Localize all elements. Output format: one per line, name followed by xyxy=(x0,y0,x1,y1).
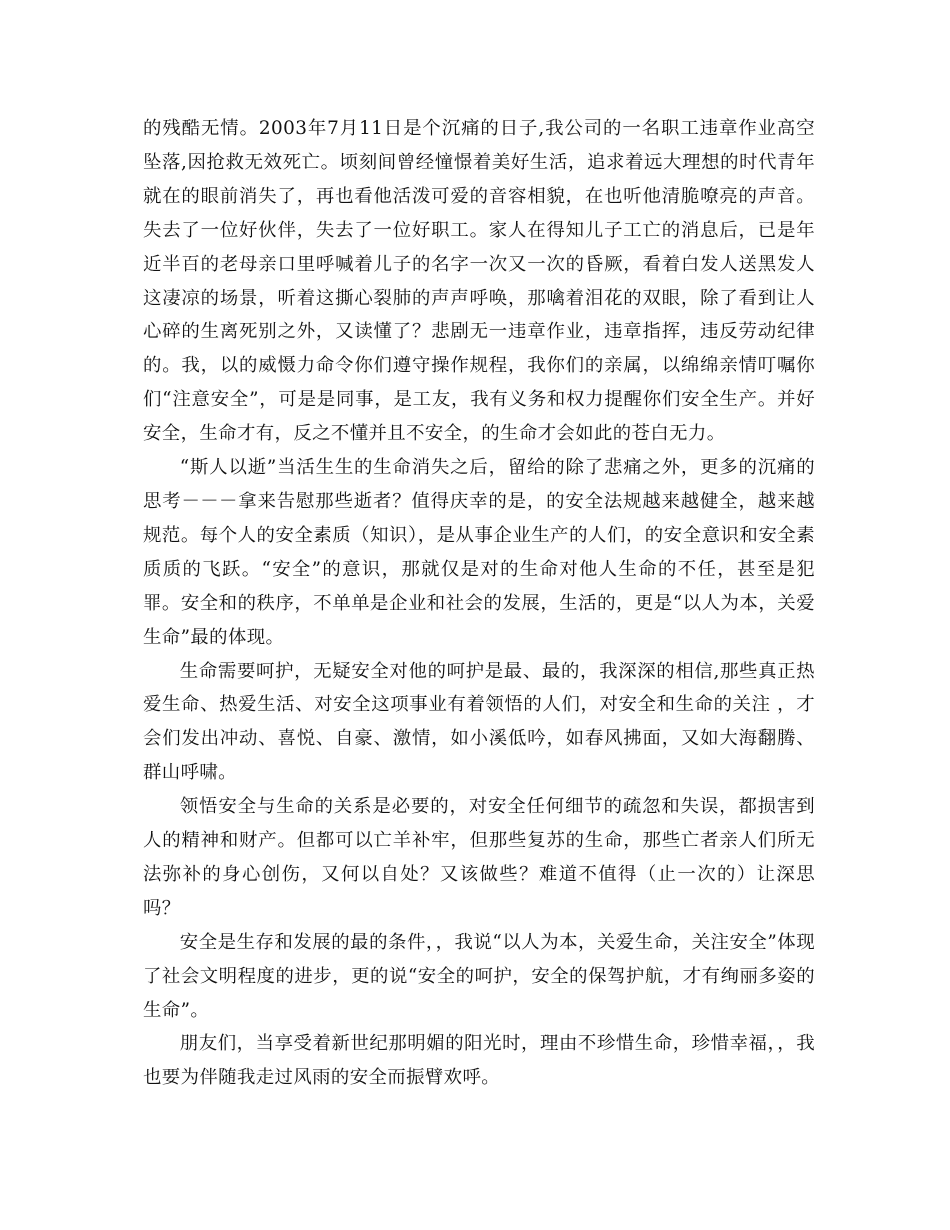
paragraph-1: 的残酷无情。2003年7月11日是个沉痛的日子,我公司的一名职工违章作业高空坠落,因抢救无效死亡。顷刻间曾经憧憬着美好生活，追求着远大理想的时代青年就在的眼前消失了，再也看他活泼可爱的音容相貌，在也听他清脆嘹亮的声音。失去了一位好伙伴，失去了一位好职工。家人在得知儿子工亡的消息后，已是年近半百的老母亲口里呼喊着儿子的名字一次又一次的昏厥，看着白发人送黑发人这凄凉的场景，听着这撕心裂肺的声声呼唤，那噙着泪花的双眼，除了看到让人心碎的生离死别之外，又读懂了？悲剧无一违章作业，违章指挥，违反劳动纪律的。我，以的威慑力命令你们遵守操作规程，我你们的亲属，以绵绵亲情叮嘱你们“注意安全”，可是是同事，是工友，我有义务和权力提醒你们安全生产。并好安全，生命才有，反之不懂并且不安全，的生命才会如此的苍白无力。 xyxy=(143,118,815,445)
paragraph-6: 朋友们，当享受着新世纪那明媚的阳光时，理由不珍惜生命，珍惜幸福，，我也要为伴随我走过风雨的安全而振臂欢呼。 xyxy=(143,1033,815,1089)
paragraph-4: 领悟安全与生命的关系是必要的，对安全任何细节的疏忽和失误，都损害到人的精神和财产。但都可以亡羊补牢，但那些复苏的生命，那些亡者亲人们所无法弥补的身心创伤，又何以自处？又该做些？难道不值得（止一次的）让深思吗？ xyxy=(143,796,815,919)
paragraph-2: “斯人以逝”当活生生的生命消失之后，留给的除了悲痛之外，更多的沉痛的思考－－－拿来告慰那些逝者？值得庆幸的是，的安全法规越来越健全，越来越规范。每个人的安全素质（知识），是从事企业生产的人们，的安全意识和安全素质质的飞跃。“安全”的意识，那就仅是对的生命对他人生命的不任，甚至是犯罪。安全和的秩序，不单单是企业和社会的发展，生活的，更是“以人为本，关爱生命”最的体现。 xyxy=(143,457,815,648)
paragraph-3: 生命需要呵护，无疑安全对他的呵护是最、最的，我深深的相信,那些真正热爱生命、热爱生活、对安全这项事业有着领悟的人们，对安全和生命的关注 ，才会们发出冲动、喜悦、自豪、激情，如小溪低吟，如春风拂面，又如大海翻腾、群山呼啸。 xyxy=(143,660,815,784)
paragraph-5: 安全是生存和发展的最的条件，，我说“以人为本，关爱生命，关注安全”体现了社会文明程度的进步，更的说“安全的呵护，安全的保驾护航，才有绚丽多姿的生命”。 xyxy=(143,931,815,1021)
document-body xyxy=(143,112,815,1095)
